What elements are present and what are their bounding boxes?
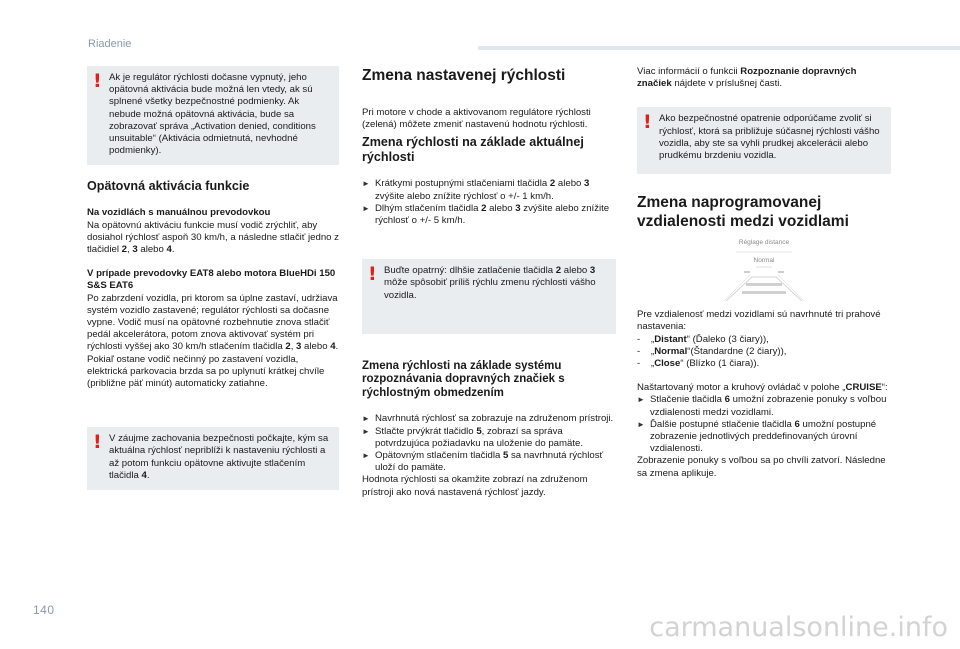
warning-text: Ak je regulátor rýchlosti dočasne vypnutý, jeho opätovná aktivácia bude možná len vtedy, ak sú splnené všetky bezpečnostné podmienky. Ak nebude možná opätovná aktivácia, bude sa zobrazovať správa „Activation denied, conditions unsuitable“ (Aktivácia odmietnutá, nevhodné podmienky).: [109, 72, 316, 157]
display-value: Normal: [753, 257, 775, 265]
distance-intro: Pre vzdialenosť medzi vozidlami sú navrhnuté tri prahové nastavenia:: [637, 309, 881, 333]
bullet-icon: ►: [362, 426, 370, 436]
list-item: ► Opätovným stlačením tlačidla 5 sa navrhnutá rýchlosť uloží do pamäte.: [362, 449, 604, 474]
list-item: - „Distant“ (Ďaleko (3 čiary)),: [637, 333, 769, 345]
display-title: Réglage distance: [738, 239, 790, 247]
page-number: 140: [33, 603, 55, 617]
intro-paragraph: Pri motore v chode a aktivovanom regulátore rýchlosti (zelená) môžete zmeniť nastavenú hodnotu rýchlosti.: [362, 107, 591, 131]
bullet-icon: ►: [637, 395, 645, 405]
warning-icon: !: [93, 70, 102, 92]
column-2: [362, 66, 616, 499]
warning-box-safety: ! V záujme zachovania bezpečnosti počkajte, kým sa aktuálna rýchlosť nepriblíži k nastaveniu rýchlosti a až potom funkciu opätovne aktivujte stlačením tlačidla 4.: [87, 427, 339, 490]
heading-change-distance: Zmena naprogramovanej vzdialenosti medzi vozidlami: [637, 194, 849, 231]
eat8-heading: V prípade prevodovky EAT8 alebo motora BlueHDi 150 S&S EAT6: [87, 268, 336, 292]
column-3: [637, 66, 891, 480]
bullet-icon: ►: [362, 450, 370, 460]
warning-box-choose-speed: ! Ako bezpečnostné opatrenie odporúčame zvoliť si rýchlosť, ktorá sa približuje súčasnej rýchlosti vášho vozidla, aby ste sa vyhli prudkej akcelerácii alebo prudkému brzdeniu vozidla.: [637, 107, 891, 174]
list-item: ► Dlhým stlačením tlačidla 2 alebo 3 zvýšite alebo znížite rýchlosť o +/- 5 km/h.: [362, 202, 610, 227]
warning-icon: !: [368, 263, 377, 286]
list-item: ► Ďalšie postupné stlačenie tlačidla 6 umožní postupné zobrazenie jednotlivých preddefinovaných úrovní vzdialenosti.: [637, 418, 877, 455]
warning-icon: !: [93, 431, 102, 454]
eat8-paragraph: V prípade prevodovky EAT8 alebo motora BlueHDi 150 S&S EAT6 Po zabrzdení vozidla, pri ktorom sa úplne zastaví, udržiava systém vozidlo zastavené; regulátor rýchlosti sa dočasne vypne. Vodič musí na opätovné rozbehnutie znova stlačiť pedál akcelerátora, potom znova aktivovať systém pri rýchlosti vyššej ako 30 km/h stlačením tlačidla 2, 3 alebo 4. Pokiaľ ostane vodič nečinný po zastavení vozidla, elektrická parkovacia brzda sa po uplynutí krátkej chvíle (približne päť minút) automaticky zatiahne.: [87, 268, 339, 390]
list-item: ► Krátkymi postupnými stlačeniami tlačidla 2 alebo 3 zvýšite alebo znížite rýchlosť o +/- 1 km/h.: [362, 178, 590, 202]
more-info-paragraph: Viac informácií o funkcii Rozpoznanie dopravných značiek nájdete v príslušnej časti.: [637, 66, 857, 90]
bullet-icon: ►: [362, 203, 370, 213]
bullet-icon: ►: [362, 179, 370, 189]
list-item: ► Stlačenie tlačidla 6 umožní zobrazenie ponuky s voľbou vzdialenosti medzi vozidlami.: [637, 394, 887, 418]
heading-reactivation: Opätovná aktivácia funkcie: [87, 179, 250, 194]
list-item: - „Close“ (Blízko (1 čiara)).: [637, 358, 760, 370]
column-1: [87, 66, 339, 490]
list-item: ► Navrhnutá rýchlosť sa zobrazuje na združenom prístroji.: [362, 413, 614, 425]
list-item: ► Stlačte prvýkrát tlačidlo 5, zobrazí sa správa potvrdzujúca požiadavku na uloženie do pamäte.: [362, 425, 584, 449]
header-rule: [478, 46, 960, 50]
bullet-icon: ►: [362, 414, 370, 424]
manual-gearbox-heading: Na vozidlách s manuálnou prevodovkou: [87, 207, 271, 219]
warning-box-long-press: ! Buďte opatrný: dlhšie zatlačenie tlačidla 2 alebo 3 môže spôsobiť príliš rýchlu zmenu rýchlosti vášho vozidla.: [362, 259, 616, 334]
warning-icon: !: [643, 111, 652, 134]
bullet-icon: ►: [637, 419, 645, 429]
outro-paragraph: Hodnota rýchlosti sa okamžite zobrazí na združenom prístroji ako nová nastavená rýchlosť jazdy.: [362, 474, 588, 498]
warning-box-reactivation: [87, 66, 339, 165]
heading-change-speed: Zmena nastavenej rýchlosti: [362, 67, 566, 84]
list-item: - „Normal“(Štandardne (2 čiary)),: [637, 345, 787, 357]
cruise-paragraph: Naštartovaný motor a kruhový ovládač v polohe „CRUISE“:: [637, 382, 888, 394]
section-label: Riadenie: [88, 38, 132, 50]
distance-setting-display: [694, 239, 834, 303]
subheading-sign-recognition: Zmena rýchlosti na základe systému rozpoznávania dopravných značiek s rýchlostným obmedzením: [362, 359, 565, 399]
watermark: carmanualsonline.info: [649, 612, 948, 643]
road-lines-icon: [694, 239, 834, 303]
manual-gearbox-paragraph: Na vozidlách s manuálnou prevodovkou Na opätovnú aktiváciu funkcie musí vodič zrýchliť, aby dosiahol rýchlosť aspoň 30 km/h, a následne stlačiť jedno z tlačidiel 2, 3 alebo 4.: [87, 207, 339, 256]
subheading-current-speed: Zmena rýchlosti na základe aktuálnej rýchlosti: [362, 135, 584, 165]
closing-paragraph: Zobrazenie ponuky s voľbou sa po chvíli zatvorí. Následne sa zmena aplikuje.: [637, 455, 886, 479]
